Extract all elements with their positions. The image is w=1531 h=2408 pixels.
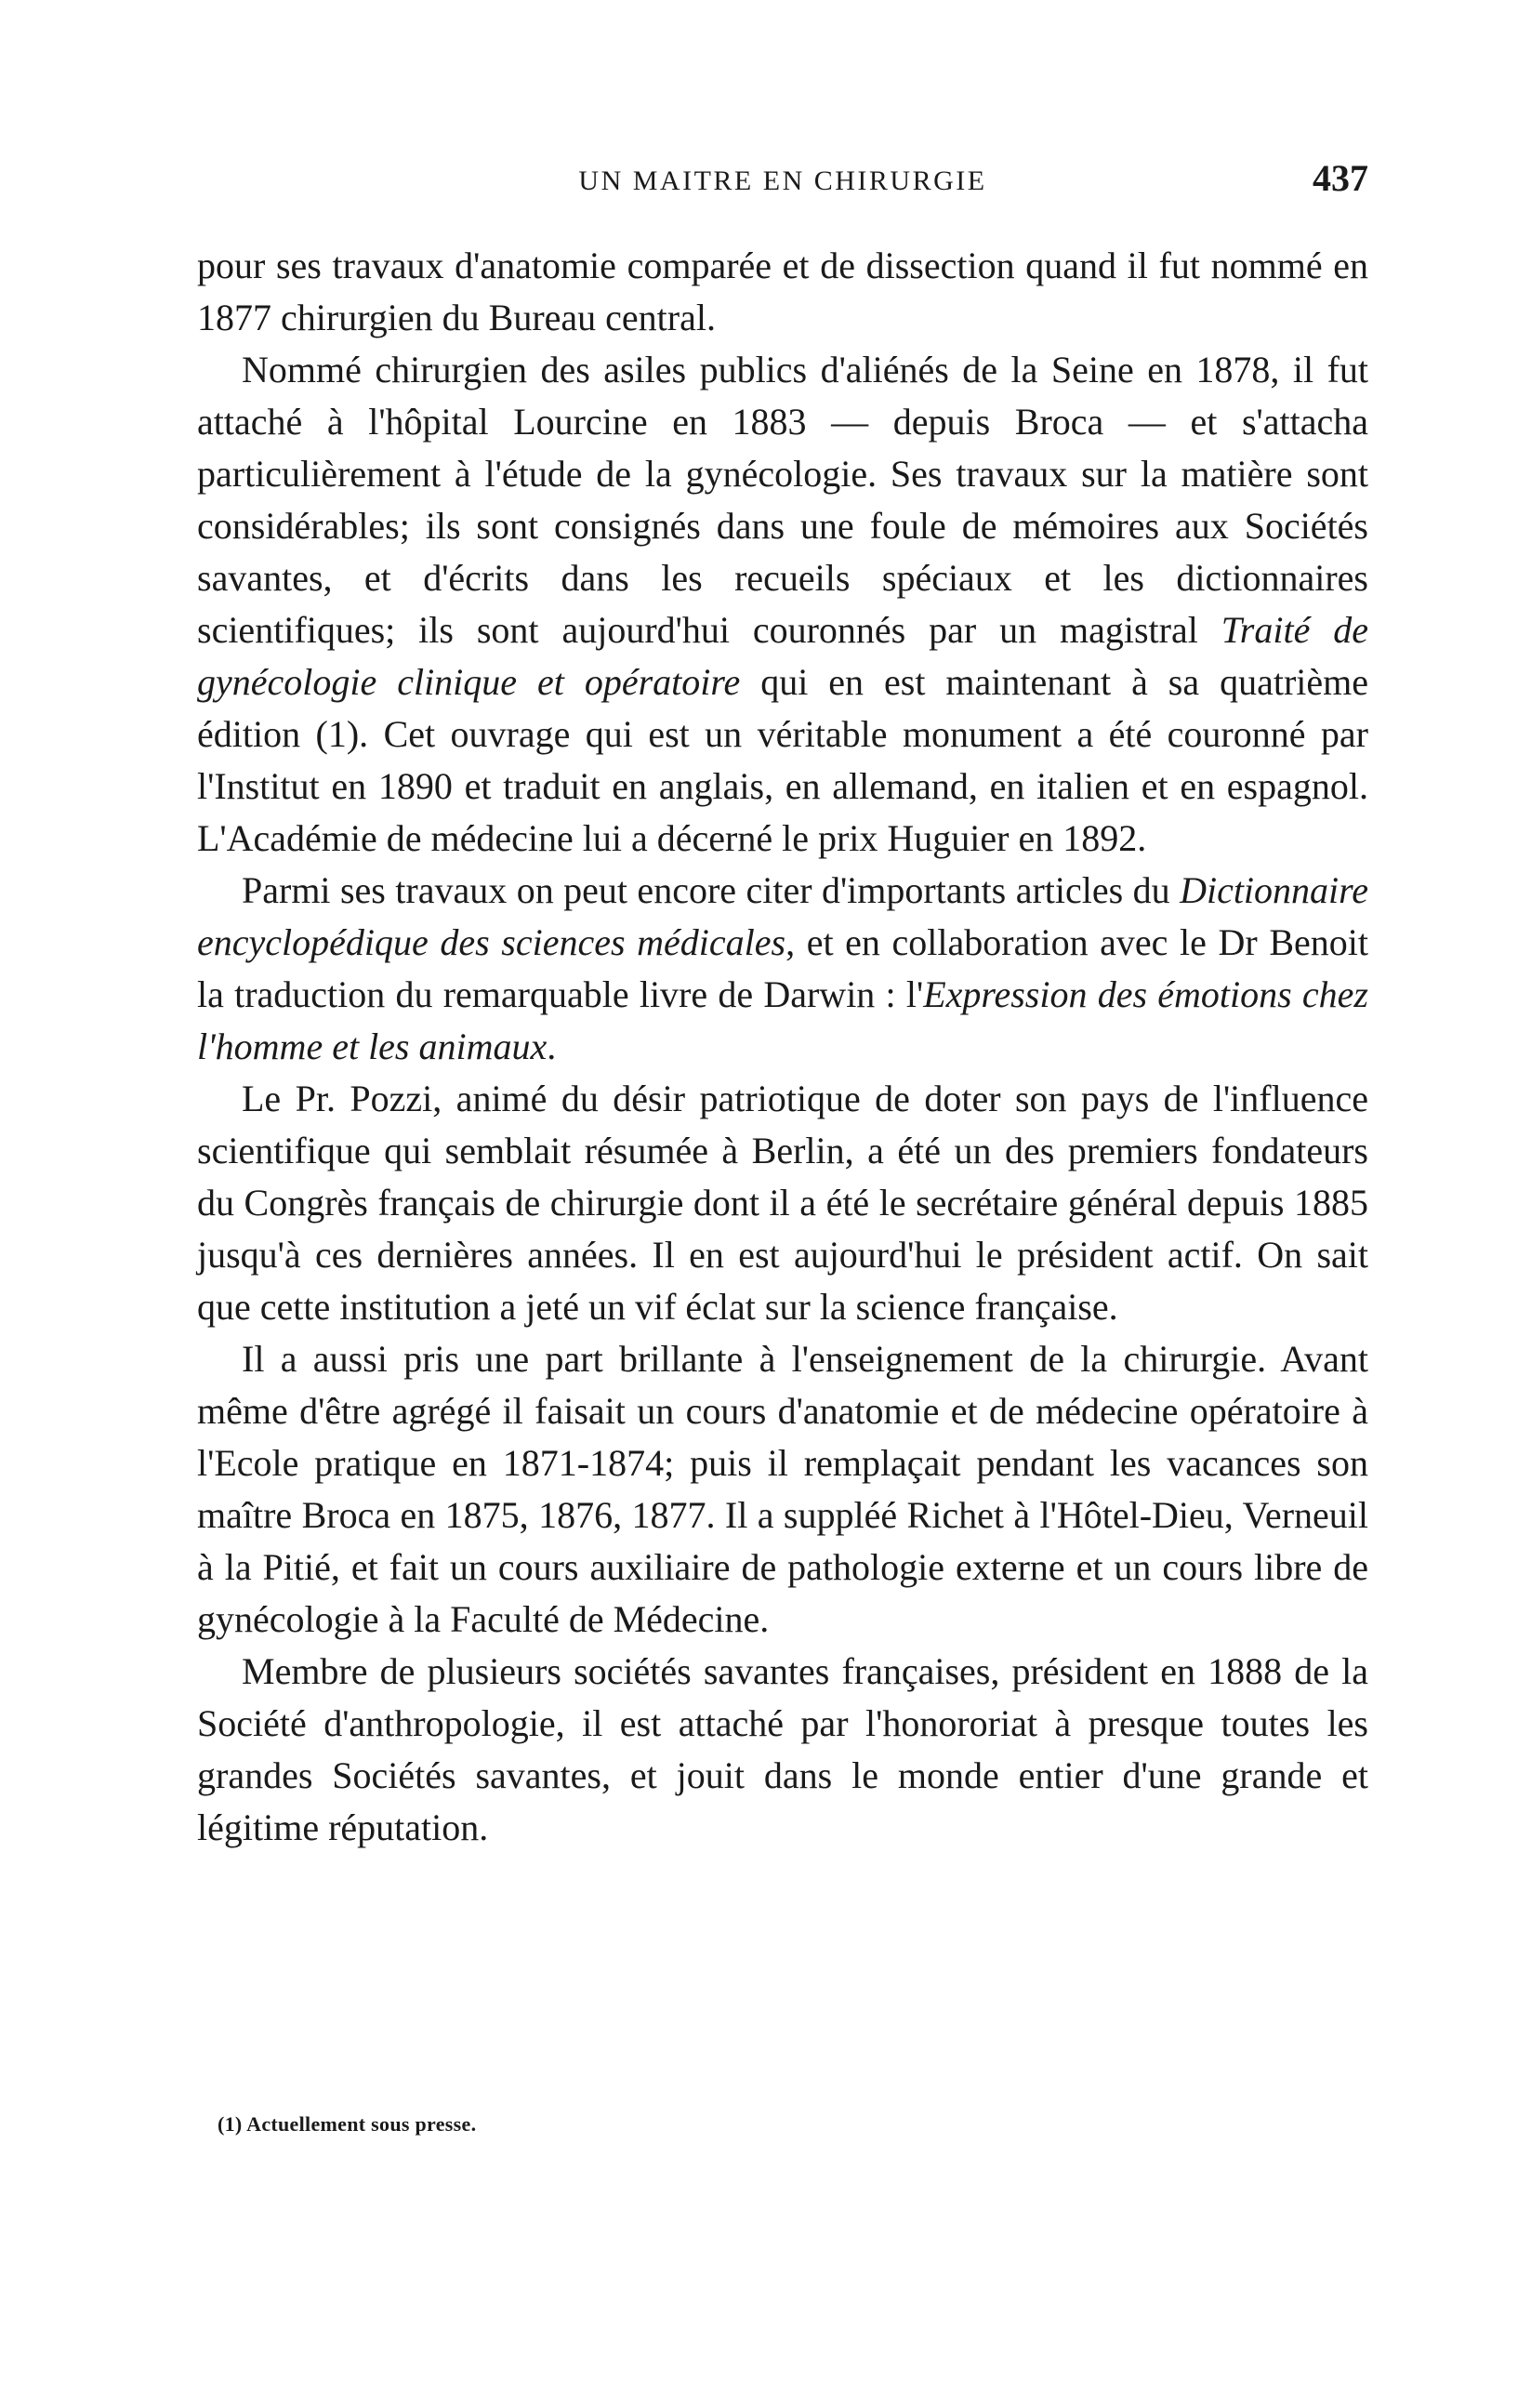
text-run: qui en est maintenant à sa quatrième édition (1). Cet ouvrage qui est un véritable monument a été couronné par l'Institut en 1890 et traduit en anglais, en allemand, en italien et en espagnol. L'Académie de médecine lui a décerné le prix Huguier en 1892. — [197, 661, 1368, 859]
paragraph — [197, 1646, 1368, 1854]
running-title: UN MAITRE EN CHIRURGIE — [578, 165, 987, 196]
text-run: pour ses travaux d'anatomie comparée et de dissection quand il fut nommé en 1877 chirurgien du Bureau central. — [197, 245, 1368, 338]
footnote: (1) Actuellement sous presse. — [218, 2112, 477, 2136]
text-run: Le Pr. Pozzi, animé du désir patriotique de doter son pays de l'influence scientifique qui semblait résumée à Berlin, a été un des premiers fondateurs du Congrès français de chirurgie dont il a été le secrétaire général depuis 1885 jusqu'à ces dernières années. Il en est aujourd'hui le président actif. On sait que cette institution a jeté un vif éclat sur la science française. — [197, 1078, 1368, 1328]
text-run: Membre de plusieurs sociétés savantes françaises, président en 1888 de la Société d'anthropologie, il est attaché par l'honororiat à presque toutes les grandes Sociétés savantes, et jouit dans le monde entier d'une grande et légitime réputation. — [197, 1650, 1368, 1848]
paragraph — [197, 344, 1368, 865]
text-run: , et en collaboration avec le Dr Benoit la traduction du remarquable livre de Darwin : l' — [197, 921, 1368, 1015]
italic-title: Expression des émotions chez l'homme et les animaux — [197, 973, 1368, 1067]
page-number: 437 — [1313, 157, 1368, 199]
text-run: Nommé chirurgien des asiles publics d'aliénés de la Seine en 1878, il fut attaché à l'hôpital Lourcine en 1883 — depuis Broca — et s'attacha particulièrement à l'étude de la gynécologie. Ses travaux sur la matière sont considérables; ils sont consignés dans une foule de mémoires aux Sociétés savantes, et d'écrits dans les recueils spéciaux et les dictionnaires scientifiques; ils sont aujourd'hui couronnés par un magistral — [197, 349, 1368, 651]
paragraph — [197, 1333, 1368, 1646]
text-run: Parmi ses travaux on peut encore citer d'importants articles du — [242, 869, 1181, 911]
paragraph — [197, 1073, 1368, 1333]
body-text — [197, 240, 1368, 1854]
text-run: . — [547, 1025, 557, 1067]
italic-title: Traité de gynécologie clinique et opératoire — [197, 609, 1369, 703]
italic-title: Dictionnaire encyclopédique des sciences médicales — [197, 869, 1368, 963]
text-run: Il a aussi pris une part brillante à l'enseignement de la chirurgie. Avant même d'être agrégé il faisait un cours d'anatomie et de médecine opératoire à l'Ecole pratique en 1871-1874; puis il remplaçait pendant les vacances son maître Broca en 1875, 1876, 1877. Il a suppléé Richet à l'Hôtel-Dieu, Verneuil à la Pitié, et fait un cours auxiliaire de pathologie externe et un cours libre de gynécologie à la Faculté de Médecine. — [197, 1338, 1368, 1640]
running-head — [197, 156, 1368, 203]
paragraph — [197, 865, 1368, 1073]
paragraph — [197, 240, 1368, 344]
